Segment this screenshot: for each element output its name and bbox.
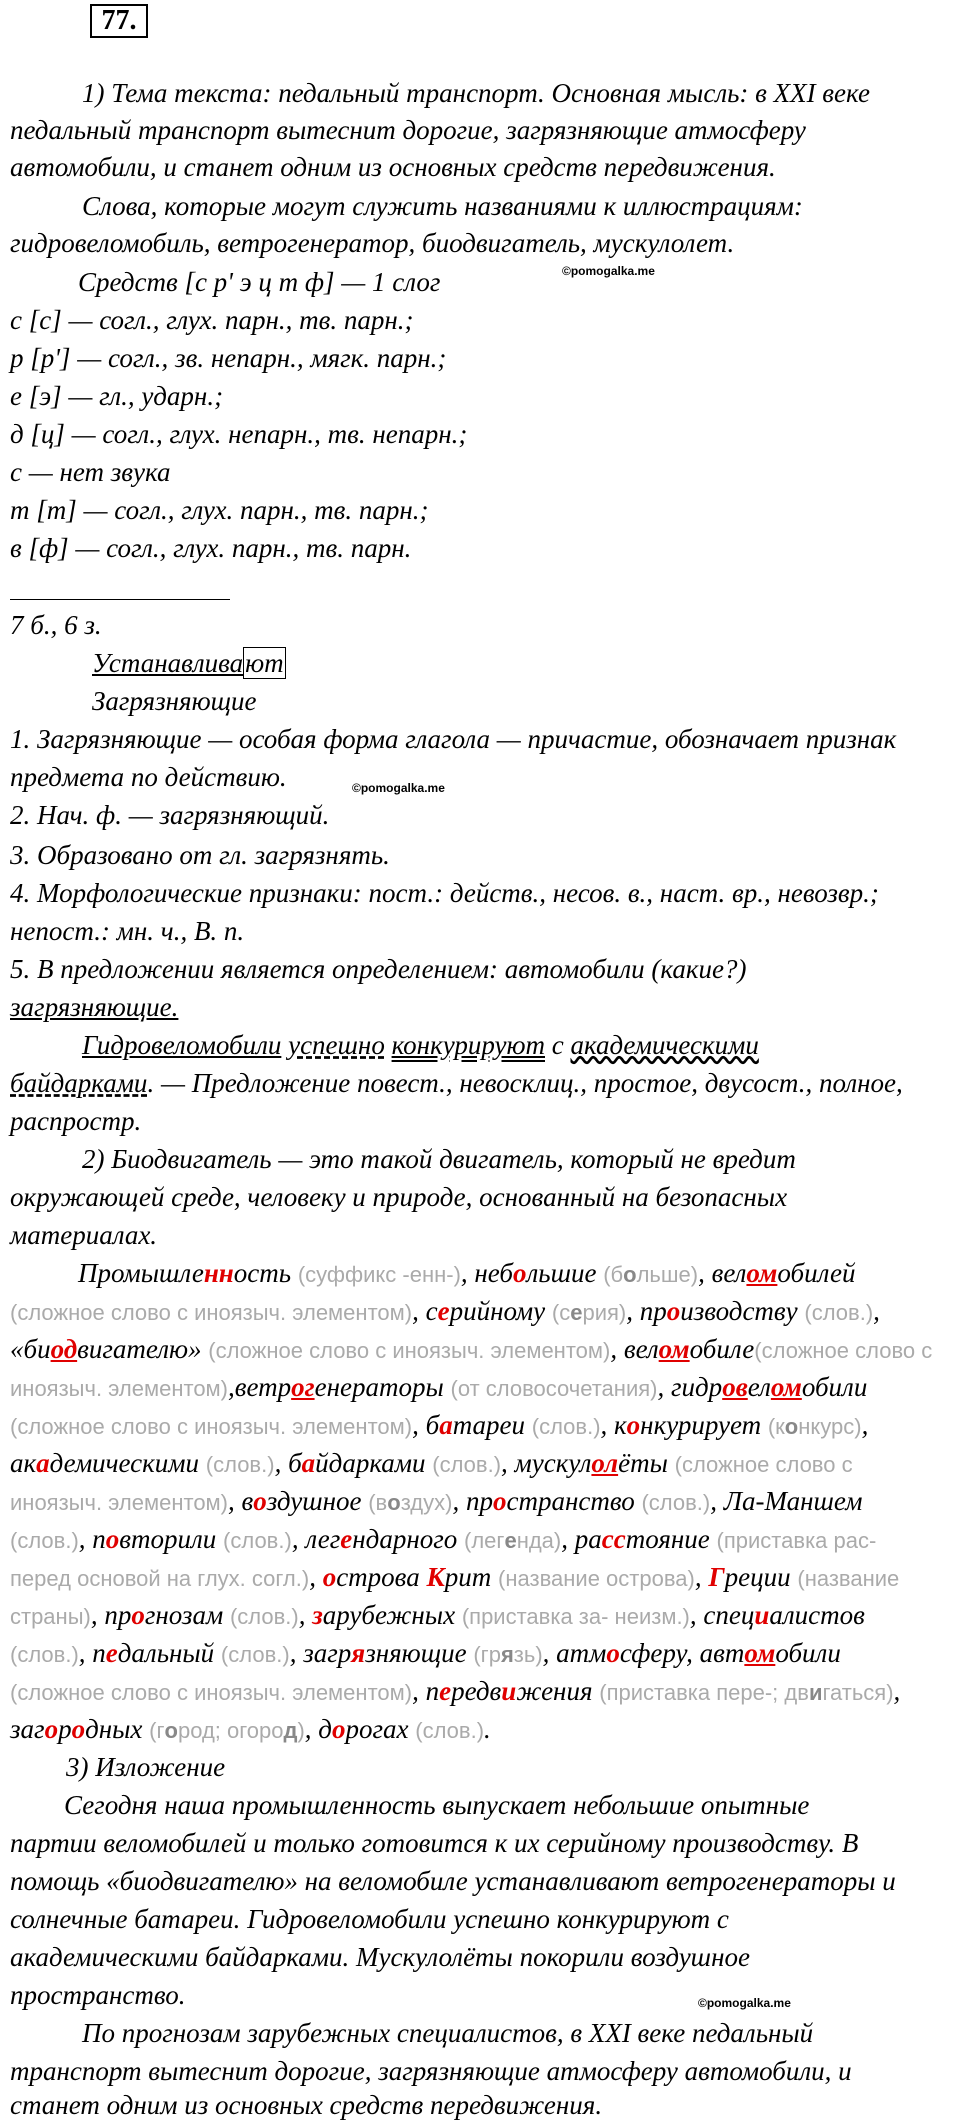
object: байдарками — [10, 1068, 148, 1098]
watermark: ©pomogalka.me — [562, 264, 655, 278]
spelling-line: (слов.), повторили (слов.), легендарного (легенда), расстояние (приставка рас- — [10, 1524, 877, 1554]
morph-line: 5. В предложении является определением: автомобили (какие?) — [10, 954, 747, 984]
spelling-line: академическими (слов.), байдарками (слов.), мускулолёты (сложное слово с — [10, 1448, 853, 1478]
phonetic-line: с [с] — согл., глух. парн., тв. парн.; — [10, 305, 414, 335]
exercise-number: 77. — [90, 4, 148, 38]
verb-morphemic — [92, 646, 286, 680]
watermark: ©pomogalka.me — [352, 781, 445, 795]
morph-line: непост.: мн. ч., В. п. — [10, 916, 245, 946]
retelling-line: станет одним из основных средств передвижения. — [10, 2090, 603, 2120]
syntax-sentence-cont — [10, 1066, 903, 1100]
subject: Гидровеломобили — [82, 1030, 282, 1060]
spelling-line: «биодвигателю» (сложное слово с иноязыч. элементом), веломобиле(сложное слово с — [10, 1334, 933, 1364]
spelling-line: Промышленность (суффикс -енн-), небольшие (больше), веломобилей — [78, 1258, 856, 1288]
spelling-line: (слов.), педальный (слов.), загрязняющие (грязь), атмосферу, автомобили — [10, 1638, 841, 1668]
retelling-line: По прогнозам зарубежных специалистов, в XXI веке педальный — [82, 2018, 814, 2048]
spelling-line: (сложное слово с иноязыч. элементом), серийному (серия), производству (слов.), — [10, 1296, 880, 1326]
verb-root: Устанавлива — [92, 648, 244, 678]
watermark: ©pomogalka.me — [698, 1996, 791, 2010]
spelling-line: (сложное слово с иноязыч. элементом), батареи (слов.), конкурирует (конкурс), — [10, 1410, 869, 1440]
theme-line-1: 1) Тема текста: педальный транспорт. Основная мысль: в XXI веке — [82, 78, 870, 108]
theme-line-2: педальный транспорт вытеснит дорогие, загрязняющие атмосферу — [10, 115, 806, 145]
retelling-line: солнечные батареи. Гидровеломобили успешно конкурируют с — [10, 1904, 729, 1934]
retelling-line: пространство. — [10, 1980, 186, 2010]
predicate: конкурируют — [391, 1030, 545, 1060]
morph-line: 2. Нач. ф. — загрязняющий. — [10, 800, 330, 830]
adverbial: успешно — [288, 1030, 385, 1060]
morph-line: 1. Загрязняющие — особая форма глагола — причастие, обозначает признак — [10, 724, 897, 754]
phonetic-line: р [р'] — согл., зв. непарн., мягк. парн.; — [10, 343, 447, 373]
sentence-analysis: . — Предложение повест., невосклиц., простое, двусост., полное, — [147, 1068, 903, 1098]
morph-line: загрязняющие. — [10, 992, 179, 1022]
morph-line: 3. Образовано от гл. загрязнять. — [10, 840, 390, 870]
phonetic-line: в [ф] — согл., глух. парн., тв. парн. — [10, 533, 412, 563]
retelling-line: академическими байдарками. Мускулолёты покорили воздушное — [10, 1942, 750, 1972]
retelling-line: транспорт вытеснит дорогие, загрязняющие атмосферу автомобили, и — [10, 2056, 852, 2086]
part2-line-3: материалах. — [10, 1220, 158, 1250]
spelling-line: иноязыч. элементом),ветрогенераторы (от словосочетания), гидровеломобили — [10, 1372, 868, 1402]
morph-line: предмета по действию. — [10, 762, 287, 792]
phonetic-line: д [ц] — согл., глух. непарн., тв. непарн.; — [10, 419, 468, 449]
theme-line-3: автомобили, и станет одним из основных средств передвижения. — [10, 152, 776, 182]
sentence-analysis-end: распростр. — [10, 1106, 142, 1136]
retelling-line: партии веломобилей и только готовится к их серийному производству. В — [10, 1828, 859, 1858]
words-line-2: гидровеломобиль, ветрогенератор, биодвигатель, мускулолет. — [10, 228, 735, 258]
phonetic-line: т [т] — согл., глух. парн., тв. парн.; — [10, 495, 429, 525]
morph-line: 4. Морфологические признаки: пост.: действ., несов. в., наст. вр., невозвр.; — [10, 878, 879, 908]
participle-word: Загрязняющие — [92, 686, 257, 716]
letters-sounds-count: 7 б., 6 з. — [10, 610, 102, 640]
retelling-title: 3) Изложение — [66, 1752, 226, 1782]
syntax-sentence — [82, 1028, 759, 1062]
phonetic-line: е [э] — гл., ударн.; — [10, 381, 224, 411]
spelling-line: иноязыч. элементом), воздушное (воздух), пространство (слов.), Ла-Маншем — [10, 1486, 863, 1516]
retelling-line: помощь «биодвигателю» на веломобиле устанавливают ветрогенераторы и — [10, 1866, 896, 1896]
verb-ending: ют — [245, 648, 284, 678]
spelling-line: (сложное слово с иноязыч. элементом), передвижения (приставка пере-; двигаться), — [10, 1676, 901, 1706]
phonetic-line: с — нет звука — [10, 457, 171, 487]
spelling-line: перед основой на глух. согл.), острова Крит (название острова), Греции (название — [10, 1562, 900, 1592]
divider — [10, 599, 230, 600]
retelling-line: Сегодня наша промышленность выпускает небольшие опытные — [64, 1790, 810, 1820]
preposition: с — [551, 1030, 564, 1060]
attribute: академическими — [570, 1030, 759, 1060]
part2-line-1: 2) Биодвигатель — это такой двигатель, который не вредит — [82, 1144, 796, 1174]
words-line-1: Слова, которые могут служить названиями к иллюстрациям: — [82, 191, 803, 221]
phonetic-title: Средств [с р' э ц т ф] — 1 слог — [78, 267, 441, 297]
spelling-line: страны), прогнозам (слов.), зарубежных (приставка за- неизм.), специалистов — [10, 1600, 865, 1630]
spelling-line: загородных (город; огород), дорогах (слов.). — [10, 1714, 491, 1744]
part2-line-2: окружающей среде, человеку и природе, основанный на безопасных — [10, 1182, 788, 1212]
